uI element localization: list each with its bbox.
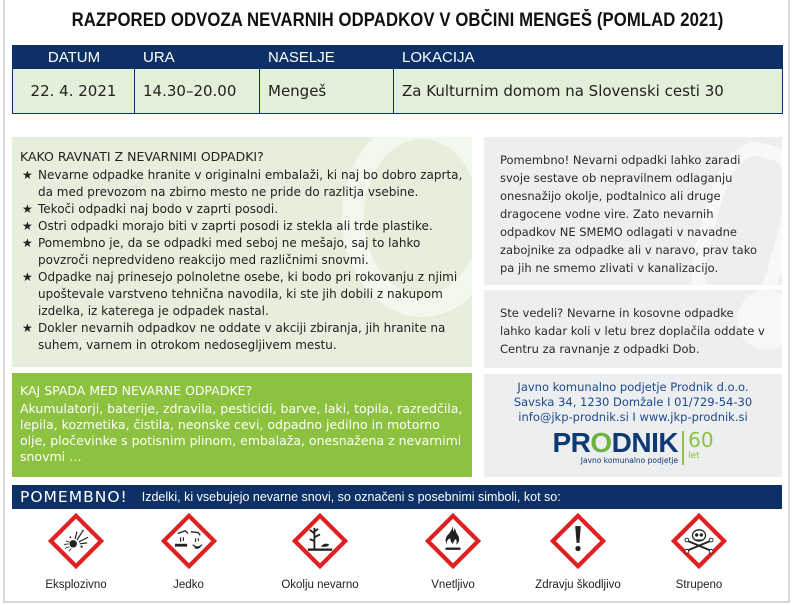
page-title: RAZPORED ODVOZA NEVARNIH ODPADKOV V OBČINI MENGEŠ (POMLAD 2021) [71, 10, 724, 31]
star-icon: ★ [22, 168, 33, 182]
header-naselje: NASELJE [268, 49, 335, 66]
what-is-hazardous-box [12, 373, 472, 477]
header-ura: URA [143, 49, 175, 66]
logo-subtitle: Javno komunalno podjetje [580, 456, 679, 465]
symbol-label: Strupeno [675, 579, 723, 591]
list-item: ★ Pomembno je, da se odpadki med seboj ne mešajo, saj to lahko povzroči nepredvideno reakcijo med različnimi snovmi. [22, 236, 421, 267]
what-is-text: Akumulatorji, baterije, zdravila, pesticidi, barve, laki, topila, razredčila, lepila, kozmetika, čistila, neonske cevi, odpadno jedilno in motorno olje, pločevinke s potisnim plinom, embalaža, onesnažena z nevarnimi snovmi … [20, 401, 463, 464]
list-item: ★ Nevarne odpadke hranite v originalni embalaži, ki naj bo dobro zaprta, da med prevozom na zbirno mesto ne pride do razlitja vsebine. [22, 168, 463, 199]
flammable-icon [425, 513, 481, 569]
did-you-know-text: Ste vedeli? Nevarne in kosovne odpadke lahko kadar koli v letu brez doplačila oddate v Centru za ravnanje z odpadki Dob. [500, 306, 765, 356]
symbol-environment [251, 513, 389, 591]
symbol-label: Vnetljivo [431, 579, 475, 591]
environment-hazard-icon [292, 513, 348, 569]
symbol-flammable [389, 513, 517, 591]
list-item: ★ Ostri odpadki morajo biti v zaprti posodi iz stekla ali trde plastike. [22, 219, 433, 233]
header-datum: DATUM [47, 49, 101, 66]
star-icon: ★ [22, 219, 33, 233]
hazard-symbols [12, 513, 782, 591]
symbol-corrosive [126, 513, 251, 591]
email-web: info@jkp-prodnik.si I www.jkp-prodnik.si [518, 410, 748, 424]
symbol-explosive [26, 513, 126, 591]
schedule-header-row [13, 46, 782, 69]
symbol-label: Eksplozivno [45, 579, 107, 591]
how-to-handle-box [12, 137, 472, 367]
address-phone: Savska 34, 1230 Domžale I 01/729-54-30 [513, 395, 753, 409]
symbol-label: Zdravju škodljivo [535, 579, 621, 591]
company-name: Javno komunalno podjetje Prodnik d.o.o. [517, 380, 749, 394]
symbol-label: Okolju nevarno [281, 579, 359, 591]
explosive-icon [48, 513, 104, 569]
header-lokacija: LOKACIJA [402, 49, 475, 66]
corrosive-icon [161, 513, 217, 569]
did-you-know-box [484, 290, 782, 368]
warning-bar [12, 485, 782, 509]
symbol-label: Jedko [173, 579, 204, 591]
contact-box [484, 374, 782, 477]
star-icon: ★ [22, 236, 33, 250]
how-to-heading: KAKO RAVNATI Z NEVARNIMI ODPADKI? [20, 149, 264, 164]
how-to-list [20, 167, 464, 354]
star-icon: ★ [22, 321, 33, 335]
cell-time: 14.30–20.00 [135, 69, 260, 113]
prodnik-logo [484, 429, 782, 465]
health-hazard-icon [550, 513, 606, 569]
list-item: ★ Dokler nevarnih odpadkov ne oddate v akciji zbiranja, jih hranite na suhem, varnem in otrokom nedosegljivem mestu. [22, 321, 446, 352]
important-note-box [484, 137, 782, 285]
star-icon: ★ [22, 270, 33, 284]
symbol-health [517, 513, 639, 591]
toxic-icon [671, 513, 727, 569]
schedule-table [12, 45, 783, 114]
cell-settlement: Mengeš [260, 69, 394, 113]
logo-wordmark: PRODNIK [552, 427, 679, 458]
warning-label: POMEMBNO! [20, 488, 128, 506]
cell-date: 22. 4. 2021 [13, 69, 135, 113]
warning-text: Izdelki, ki vsebujejo nevarne snovi, so označeni s posebnimi simboli, kot so: [141, 490, 561, 504]
what-is-heading: KAJ SPADA MED NEVARNE ODPADKE? [20, 383, 253, 398]
logo-divider [682, 431, 684, 465]
symbol-toxic [639, 513, 759, 591]
logo-anniversary: 60 let [688, 428, 714, 461]
important-note-text: Pomembno! Nevarni odpadki lahko zaradi svoje sestave ob nepravilnem odlaganju onesnažijo okolje, podtalnico ali druge dragocene vodne vire. Zato nevarnih odpadkov NE SMEMO odlagati v navadne zabojnike za odpadke ali v naravo, prav tako pa jih ne smemo zlivati v kanalizacijo. [500, 153, 757, 275]
list-item: ★ Tekoči odpadki naj bodo v zaprti posodi. [22, 202, 279, 216]
star-icon: ★ [22, 202, 33, 216]
list-item: ★ Odpadke naj prinesejo polnoletne osebe, ki bodo pri rokovanju z njimi upoštevale varstveno tehnična navodila, ki ste jih dobili z nakupom izdelka, iz katerega je odpadek nastal. [22, 270, 458, 318]
table-row [13, 69, 782, 113]
cell-location: Za Kulturnim domom na Slovenski cesti 30 [402, 82, 724, 100]
